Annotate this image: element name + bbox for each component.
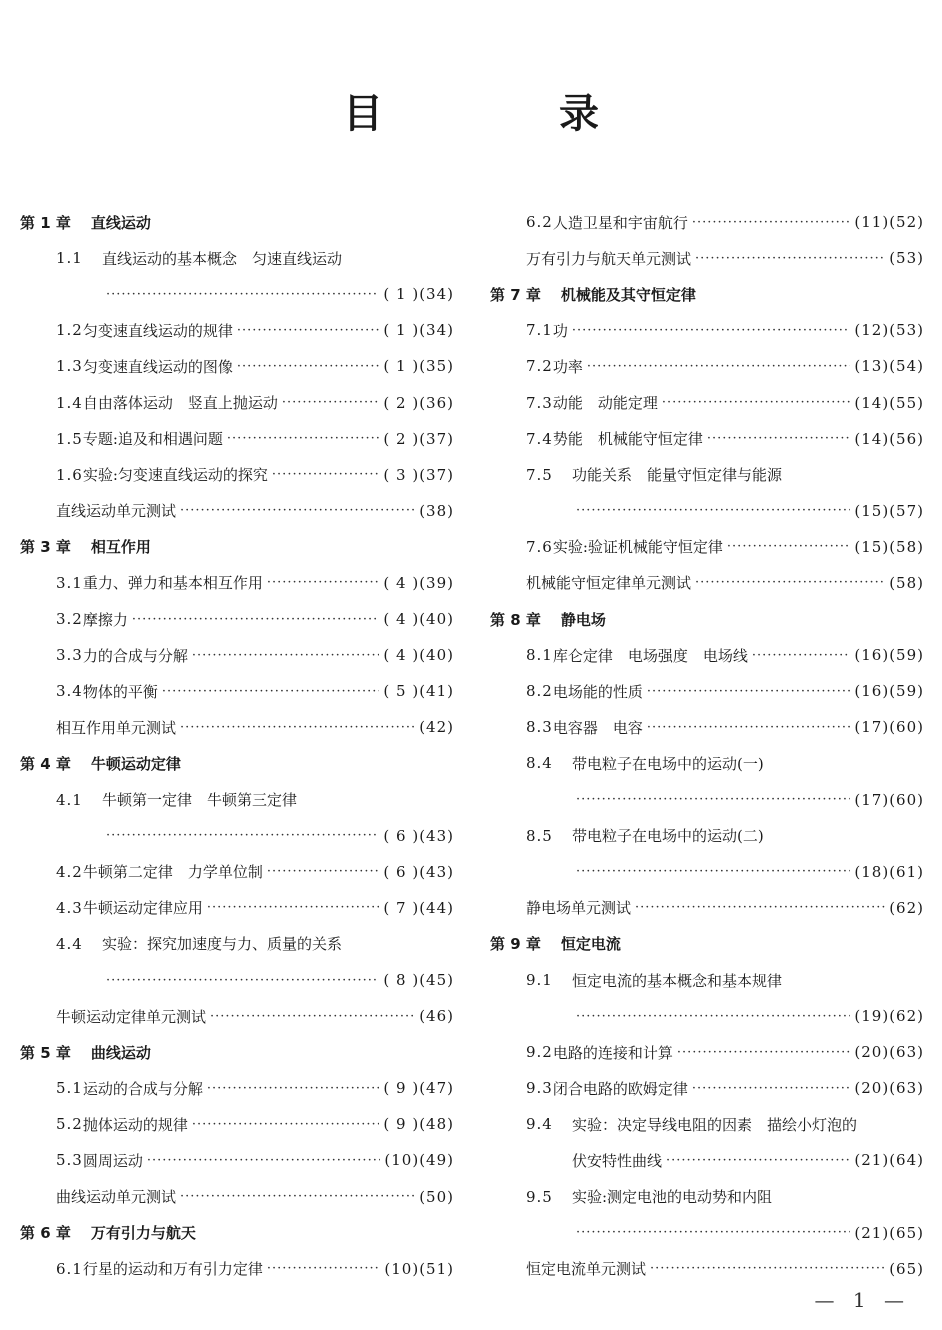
toc-entry[interactable] — [490, 348, 924, 384]
page-reference: ( 5 )(41) — [383, 682, 454, 701]
toc-chapter-heading[interactable] — [20, 745, 454, 781]
page-reference: ( 9 )(48) — [383, 1115, 454, 1134]
dot-leader — [587, 359, 851, 374]
toc-entry[interactable] — [490, 204, 924, 240]
toc-entry[interactable] — [20, 1142, 454, 1178]
dot-leader — [162, 684, 380, 699]
toc-column-left — [20, 204, 454, 1287]
section-number: 9.4 — [526, 1115, 553, 1134]
toc-entry[interactable] — [20, 1070, 454, 1106]
page-reference: ( 1 )(34) — [383, 285, 454, 304]
section-number: 1.2 — [56, 321, 83, 340]
dot-leader — [106, 973, 379, 988]
section-number: 3.3 — [56, 646, 83, 665]
section-number: 8.1 — [526, 646, 553, 665]
entry-title: 功能关系 能量守恒定律与能源 — [572, 466, 783, 485]
page-reference: (38) — [419, 501, 454, 520]
entry-title: 功率 — [552, 357, 583, 376]
dot-leader — [695, 251, 885, 266]
section-number: 7.2 — [526, 357, 553, 376]
page-reference: (18)(61) — [854, 862, 924, 881]
toc-entry[interactable] — [490, 1179, 924, 1215]
entry-title: 抛体运动的规律 — [82, 1115, 188, 1134]
entry-title: 匀变速直线运动的图像 — [82, 357, 233, 376]
toc-chapter-heading[interactable] — [20, 1215, 454, 1251]
chapter-number: 第 7 章 — [490, 285, 541, 304]
entry-title: 力的合成与分解 — [82, 646, 188, 665]
page-reference: ( 4 )(40) — [383, 610, 454, 629]
chapter-number: 第 3 章 — [20, 538, 71, 557]
chapter-title: 万有引力与航天 — [90, 1224, 196, 1243]
chapter-number: 第 8 章 — [490, 610, 541, 629]
toc-chapter-heading[interactable] — [20, 529, 454, 565]
chapter-title: 直线运动 — [90, 213, 151, 232]
toc-entry[interactable] — [20, 890, 454, 926]
toc-entry[interactable] — [20, 493, 454, 529]
entry-title: 势能 机械能守恒定律 — [552, 430, 703, 449]
dot-leader — [576, 1225, 850, 1240]
page-reference: (62) — [889, 898, 924, 917]
entry-title: 相互作用单元测试 — [56, 718, 177, 737]
chapter-title: 机械能及其守恒定律 — [560, 285, 696, 304]
entry-title: 恒定电流单元测试 — [526, 1260, 647, 1279]
section-number: 9.1 — [526, 971, 553, 990]
toc-entry[interactable] — [490, 1106, 924, 1142]
page-reference: ( 1 )(34) — [383, 321, 454, 340]
toc-entry[interactable] — [20, 312, 454, 348]
entry-title: 伏安特性曲线 — [572, 1151, 663, 1170]
section-number: 3.1 — [56, 573, 83, 592]
chapter-number: 第 9 章 — [490, 935, 541, 954]
toc-entry[interactable] — [490, 637, 924, 673]
toc-chapter-heading[interactable] — [490, 926, 924, 962]
page-reference: (16)(59) — [854, 646, 924, 665]
entry-title: 电容器 电容 — [552, 718, 643, 737]
toc-entry[interactable] — [490, 529, 924, 565]
entry-title: 实验:匀变速直线运动的探究 — [82, 466, 268, 485]
entry-title: 行星的运动和万有引力定律 — [82, 1260, 263, 1279]
toc-entry[interactable] — [20, 818, 454, 854]
toc-entry[interactable] — [20, 384, 454, 420]
dot-leader — [132, 612, 380, 627]
dot-leader — [237, 359, 380, 374]
entry-title: 自由落体运动 竖直上抛运动 — [82, 394, 278, 413]
dot-leader — [576, 503, 850, 518]
dot-leader — [180, 720, 415, 735]
entry-title: 牛顿运动定律单元测试 — [56, 1007, 207, 1026]
entry-title: 牛顿第二定律 力学单位制 — [82, 863, 263, 882]
dot-leader — [227, 431, 380, 446]
page-reference: ( 2 )(37) — [383, 429, 454, 448]
page-reference: ( 3 )(37) — [383, 465, 454, 484]
dot-leader — [647, 684, 851, 699]
section-number: 1.5 — [56, 429, 83, 448]
page-reference: (21)(65) — [854, 1223, 924, 1242]
toc-chapter-heading[interactable] — [490, 276, 924, 312]
page-reference: (14)(56) — [854, 429, 924, 448]
section-number: 1.4 — [56, 393, 83, 412]
entry-title: 实验:测定电池的电动势和内阻 — [572, 1188, 773, 1207]
page-reference: (10)(51) — [384, 1259, 454, 1278]
dot-leader — [210, 1009, 415, 1024]
section-number: 3.2 — [56, 610, 83, 629]
section-number: 5.2 — [56, 1115, 83, 1134]
page-reference: ( 8 )(45) — [383, 971, 454, 990]
section-number: 3.4 — [56, 682, 83, 701]
entry-title: 静电场单元测试 — [526, 899, 632, 918]
toc-entry[interactable] — [20, 782, 454, 818]
page-reference: (13)(54) — [854, 357, 924, 376]
section-number: 6.1 — [56, 1259, 83, 1278]
entry-title: 人造卫星和宇宙航行 — [552, 213, 688, 232]
entry-title: 摩擦力 — [82, 610, 128, 629]
section-number: 1.1 — [56, 249, 83, 268]
toc-entry[interactable] — [20, 421, 454, 457]
page-reference: (42) — [419, 718, 454, 737]
toc-entry[interactable] — [490, 998, 924, 1034]
dot-leader — [576, 864, 850, 879]
dot-leader — [267, 864, 380, 879]
section-number: 4.4 — [56, 934, 83, 953]
page-reference: (10)(49) — [384, 1151, 454, 1170]
toc-entry[interactable] — [20, 348, 454, 384]
page-reference: (46) — [419, 1007, 454, 1026]
dot-leader — [662, 395, 851, 410]
toc-column-right — [490, 204, 924, 1287]
page-reference: (15)(58) — [854, 537, 924, 556]
toc-entry[interactable] — [20, 854, 454, 890]
toc-entry[interactable] — [490, 240, 924, 276]
dot-leader — [752, 648, 851, 663]
section-number: 9.2 — [526, 1043, 553, 1062]
page-reference: (20)(63) — [854, 1043, 924, 1062]
page-reference: (19)(62) — [854, 1007, 924, 1026]
chapter-number: 第 5 章 — [20, 1043, 71, 1062]
entry-title: 恒定电流的基本概念和基本规律 — [572, 971, 783, 990]
page-title: 目 录 — [343, 91, 667, 137]
toc-chapter-heading[interactable] — [490, 601, 924, 637]
entry-title: 圆周运动 — [82, 1151, 143, 1170]
chapter-number: 第 6 章 — [20, 1224, 71, 1243]
toc-entry[interactable] — [20, 637, 454, 673]
section-number: 1.6 — [56, 465, 83, 484]
chapter-title: 曲线运动 — [90, 1043, 151, 1062]
toc-entry[interactable] — [20, 601, 454, 637]
dot-leader — [192, 648, 380, 663]
chapter-title: 恒定电流 — [560, 935, 621, 954]
dot-leader — [647, 720, 851, 735]
toc-entry[interactable] — [490, 312, 924, 348]
page-reference: ( 2 )(36) — [383, 393, 454, 412]
section-number: 8.2 — [526, 682, 553, 701]
entry-title: 机械能守恒定律单元测试 — [526, 574, 692, 593]
entry-title: 带电粒子在电场中的运动(二) — [572, 827, 764, 846]
section-number: 4.2 — [56, 862, 83, 881]
toc-entry[interactable] — [490, 782, 924, 818]
dot-leader — [635, 900, 885, 915]
dot-leader — [147, 1153, 381, 1168]
toc-entry[interactable] — [490, 890, 924, 926]
entry-title: 实验:验证机械能守恒定律 — [552, 538, 723, 557]
section-number: 4.3 — [56, 898, 83, 917]
entry-title: 库仑定律 电场强度 电场线 — [552, 646, 748, 665]
dot-leader — [272, 467, 380, 482]
section-number: 7.3 — [526, 393, 553, 412]
section-number: 1.3 — [56, 357, 83, 376]
entry-title: 电场能的性质 — [552, 682, 643, 701]
page-reference: ( 6 )(43) — [383, 862, 454, 881]
dot-leader — [192, 1117, 380, 1132]
dot-leader — [180, 1189, 415, 1204]
toc-entry[interactable] — [490, 854, 924, 890]
entry-title: 牛顿第一定律 牛顿第三定律 — [102, 791, 298, 810]
section-number: 8.5 — [526, 826, 553, 845]
dot-leader — [576, 1009, 850, 1024]
dot-leader — [207, 900, 380, 915]
dot-leader — [650, 1261, 885, 1276]
entry-title: 运动的合成与分解 — [82, 1079, 203, 1098]
section-number: 4.1 — [56, 790, 83, 809]
toc-entry[interactable] — [490, 1215, 924, 1251]
entry-title: 牛顿运动定律应用 — [82, 899, 203, 918]
toc-entry[interactable] — [490, 962, 924, 998]
toc-chapter-heading[interactable] — [20, 1034, 454, 1070]
chapter-number: 第 1 章 — [20, 213, 71, 232]
dot-leader — [106, 287, 379, 302]
page-reference: (15)(57) — [854, 501, 924, 520]
page-number: — 1 — — [814, 1288, 910, 1312]
toc-entry[interactable] — [20, 1251, 454, 1287]
page-reference: (53) — [889, 249, 924, 268]
toc-entry[interactable] — [20, 457, 454, 493]
dot-leader — [207, 1081, 380, 1096]
entry-title: 专题:追及和相遇问题 — [82, 430, 223, 449]
page-reference: (17)(60) — [854, 790, 924, 809]
entry-title: 闭合电路的欧姆定律 — [552, 1079, 688, 1098]
dot-leader — [692, 1081, 851, 1096]
toc-entry[interactable] — [20, 240, 454, 276]
toc-entry[interactable] — [490, 565, 924, 601]
page-reference: (65) — [889, 1259, 924, 1278]
dot-leader — [707, 431, 851, 446]
page-reference: (21)(64) — [854, 1151, 924, 1170]
toc-entry[interactable] — [490, 384, 924, 420]
toc-entry[interactable] — [20, 926, 454, 962]
section-number: 9.3 — [526, 1079, 553, 1098]
chapter-title: 牛顿运动定律 — [90, 754, 181, 773]
page-reference: (11)(52) — [854, 213, 924, 232]
dot-leader — [727, 539, 850, 554]
entry-title: 物体的平衡 — [82, 682, 158, 701]
entry-title: 电路的连接和计算 — [552, 1043, 673, 1062]
toc-entry[interactable] — [20, 962, 454, 998]
entry-title: 曲线运动单元测试 — [56, 1188, 177, 1207]
toc-entry[interactable] — [20, 276, 454, 312]
page-reference: (20)(63) — [854, 1079, 924, 1098]
page-reference: ( 4 )(40) — [383, 646, 454, 665]
toc-entry[interactable] — [490, 1034, 924, 1070]
dot-leader — [692, 215, 851, 230]
section-number: 7.1 — [526, 321, 553, 340]
entry-title: 万有引力与航天单元测试 — [526, 249, 692, 268]
toc-entry[interactable] — [20, 565, 454, 601]
dot-leader — [572, 323, 851, 338]
toc-entry[interactable] — [490, 818, 924, 854]
dot-leader — [282, 395, 380, 410]
entry-title: 带电粒子在电场中的运动(一) — [572, 754, 764, 773]
page-reference: (58) — [889, 573, 924, 592]
toc-entry[interactable] — [490, 1070, 924, 1106]
toc-entry[interactable] — [20, 998, 454, 1034]
toc-entry[interactable] — [490, 745, 924, 781]
page-reference: (14)(55) — [854, 393, 924, 412]
page-reference: (12)(53) — [854, 321, 924, 340]
toc-entry[interactable] — [490, 493, 924, 529]
section-number: 5.3 — [56, 1151, 83, 1170]
chapter-title: 相互作用 — [90, 538, 151, 557]
toc-chapter-heading[interactable] — [20, 204, 454, 240]
page-reference: ( 7 )(44) — [383, 898, 454, 917]
chapter-title: 静电场 — [560, 610, 606, 629]
page-reference: ( 4 )(39) — [383, 573, 454, 592]
section-number: 8.3 — [526, 718, 553, 737]
dot-leader — [267, 1261, 381, 1276]
section-number: 9.5 — [526, 1187, 553, 1206]
entry-title: 实验：决定导线电阻的因素 描绘小灯泡的 — [572, 1115, 858, 1134]
chapter-number: 第 4 章 — [20, 754, 71, 773]
toc-entry[interactable] — [20, 1106, 454, 1142]
page-reference: ( 6 )(43) — [383, 826, 454, 845]
entry-title: 直线运动单元测试 — [56, 502, 177, 521]
page-reference: ( 9 )(47) — [383, 1079, 454, 1098]
toc-entry[interactable] — [490, 421, 924, 457]
dot-leader — [677, 1045, 851, 1060]
toc-entry[interactable] — [20, 1179, 454, 1215]
section-number: 7.6 — [526, 537, 553, 556]
entry-title: 重力、弹力和基本相互作用 — [82, 574, 263, 593]
dot-leader — [695, 575, 885, 590]
toc-entry[interactable] — [490, 709, 924, 745]
section-number: 5.1 — [56, 1079, 83, 1098]
entry-title: 功 — [552, 321, 568, 340]
page-reference: (16)(59) — [854, 682, 924, 701]
page-reference: ( 1 )(35) — [383, 357, 454, 376]
dot-leader — [106, 828, 379, 843]
section-number: 7.4 — [526, 429, 553, 448]
section-number: 8.4 — [526, 754, 553, 773]
toc-entry[interactable] — [490, 1142, 924, 1178]
dot-leader — [267, 575, 380, 590]
toc-entry[interactable] — [20, 709, 454, 745]
dot-leader — [666, 1153, 850, 1168]
dot-leader — [237, 323, 380, 338]
page-reference: (17)(60) — [854, 718, 924, 737]
page-reference: (50) — [419, 1187, 454, 1206]
toc-entry[interactable] — [490, 457, 924, 493]
dot-leader — [576, 792, 850, 807]
entry-title: 动能 动能定理 — [552, 394, 658, 413]
entry-title: 匀变速直线运动的规律 — [82, 321, 233, 340]
entry-title: 直线运动的基本概念 匀速直线运动 — [102, 249, 343, 268]
section-number: 7.5 — [526, 465, 553, 484]
dot-leader — [180, 503, 415, 518]
toc-entry[interactable] — [490, 1251, 924, 1287]
section-number: 6.2 — [526, 213, 553, 232]
entry-title: 实验：探究加速度与力、质量的关系 — [102, 935, 343, 954]
toc-entry[interactable] — [20, 673, 454, 709]
toc-entry[interactable] — [490, 673, 924, 709]
